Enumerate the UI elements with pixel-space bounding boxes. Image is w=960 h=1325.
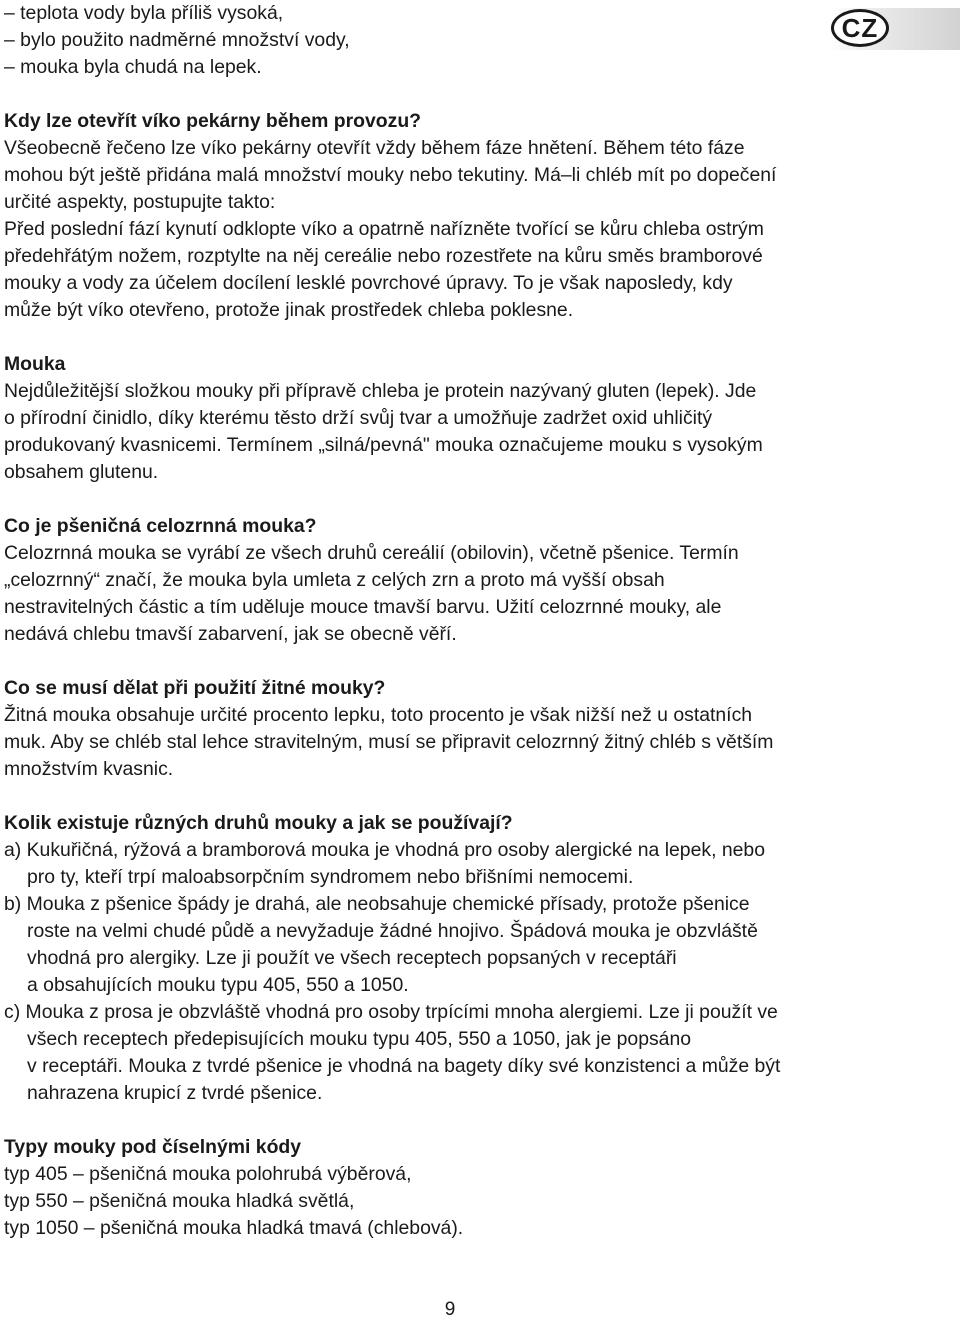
paragraph-line: může být víko otevřeno, protože jinak prostředek chleba poklesne. <box>4 299 574 321</box>
language-code: CZ <box>831 9 889 47</box>
section-heading: Mouka <box>4 353 66 375</box>
list-item <box>4 999 904 1107</box>
section-flour <box>4 351 904 486</box>
intro-list <box>4 0 904 81</box>
list-item-line: v receptáři. Mouka z tvrdé pšenice je vhodná na bagety díky své konzistenci a může být <box>27 1055 781 1077</box>
paragraph-line: Žitná mouka obsahuje určité procento lepku, toto procento je však nižší než u ostatních <box>4 704 753 726</box>
page-number: 9 <box>444 1299 456 1320</box>
list-item-line: a obsahujících mouku typu 405, 550 a 1050. <box>27 974 409 996</box>
list-item-line: pro ty, kteří trpí maloabsorpčním syndromem nebo břišními nemocemi. <box>27 866 634 888</box>
section-flour-codes <box>4 1134 904 1242</box>
list-item-first-line: c) Mouka z prosa je obzvláště vhodná pro osoby trpícími mnoha alergiemi. Lze ji použít ve <box>4 1001 778 1023</box>
list-item-line: nahrazena krupicí z tvrdé pšenice. <box>27 1082 323 1104</box>
section-flour-types <box>4 810 904 1107</box>
section-heading: Kdy lze otevřít víko pekárny během provozu? <box>4 110 422 132</box>
list-item <box>4 891 904 999</box>
list-item-first-line: b) Mouka z pšenice špády je drahá, ale neobsahuje chemické přísady, protože pšenice <box>4 893 750 915</box>
paragraph-line: Nejdůležitější složkou mouky při přípravě chleba je protein nazývaný gluten (lepek). Jde <box>4 380 757 402</box>
section-wholemeal <box>4 513 904 648</box>
section-rye <box>4 675 904 783</box>
intro-item: – teplota vody byla příliš vysoká, <box>4 2 284 24</box>
paragraph-line: typ 1050 – pšeničná mouka hladká tmavá (chlebová). <box>4 1217 464 1239</box>
paragraph-line: typ 550 – pšeničná mouka hladká světlá, <box>4 1190 355 1212</box>
list-item-line: roste na velmi chudé půdě a nevyžaduje žádné hnojivo. Špádová mouka je obzvláště <box>27 920 758 942</box>
paragraph-line: nestravitelných částic a tím uděluje mouce tmavší barvu. Užití celozrnné mouky, ale <box>4 596 722 618</box>
paragraph-line: nedává chlebu tmavší zabarvení, jak se obecně věří. <box>4 623 457 645</box>
paragraph-line: mouky a vody za účelem docílení lesklé povrchové úpravy. To je však naposledy, kdy <box>4 272 733 294</box>
list-item-first-line: a) Kukuřičná, rýžová a bramborová mouka je vhodná pro osoby alergické na lepek, nebo <box>4 839 765 861</box>
section-heading: Kolik existuje různých druhů mouky a jak se používají? <box>4 812 513 834</box>
list-item-line: všech receptech předepisujících mouku typu 405, 550 a 1050, jak je popsáno <box>27 1028 692 1050</box>
intro-item: – bylo použito nadměrné množství vody, <box>4 29 350 51</box>
list-item <box>4 837 904 891</box>
section-lid-opening <box>4 108 904 324</box>
paragraph-line: Celozrnná mouka se vyrábí ze všech druhů cereálií (obilovin), včetně pšenice. Termín <box>4 542 739 564</box>
paragraph-line: o přírodní činidlo, díky kterému těsto drží svůj tvar a umožňuje zadržet oxid uhličitý <box>4 407 713 429</box>
paragraph-line: obsahem glutenu. <box>4 461 159 483</box>
page-content <box>4 0 904 1242</box>
paragraph-line: muk. Aby se chléb stal lehce stravitelným, musí se připravit celozrnný žitný chléb s větším <box>4 731 774 753</box>
paragraph-line: Před poslední fází kynutí odklopte víko a opatrně nařízněte tvořící se kůru chleba ostrým <box>4 218 764 240</box>
section-heading: Co se musí dělat při použití žitné mouky? <box>4 677 386 699</box>
section-heading: Typy mouky pod číselnými kódy <box>4 1136 302 1158</box>
intro-item: – mouka byla chudá na lepek. <box>4 56 262 78</box>
paragraph-line: Všeobecně řečeno lze víko pekárny otevřít vždy během fáze hnětení. Během této fáze <box>4 137 745 159</box>
paragraph-line: určité aspekty, postupujte takto: <box>4 191 276 213</box>
paragraph-line: produkovaný kvasnicemi. Termínem „silná/pevná" mouka označujeme mouku s vysokým <box>4 434 763 456</box>
paragraph-line: předehřátým nožem, rozptylte na něj cereálie nebo rozestřete na kůru směs bramborové <box>4 245 763 267</box>
paragraph-line: mohou být ještě přidána malá množství mouky nebo tekutiny. Má–li chléb mít po dopečení <box>4 164 777 186</box>
paragraph-line: „celozrnný“ značí, že mouka byla umleta z celých zrn a proto má vyšší obsah <box>4 569 665 591</box>
paragraph-line: typ 405 – pšeničná mouka polohrubá výběrová, <box>4 1163 412 1185</box>
list-item-line: vhodná pro alergiky. Lze ji použít ve všech receptech popsaných v receptáři <box>27 947 677 969</box>
paragraph-line: množstvím kvasnic. <box>4 758 174 780</box>
section-heading: Co je pšeničná celozrnná mouka? <box>4 515 317 537</box>
